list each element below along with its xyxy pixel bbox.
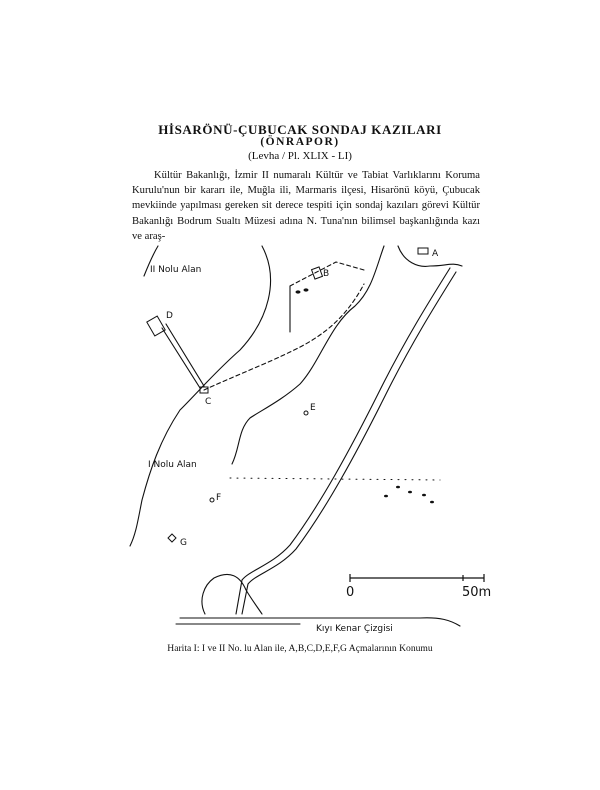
area-1-label: I Nolu Alan (148, 460, 197, 470)
coastline-label: Kıyı Kenar Çizgisi (316, 624, 393, 634)
stone-mark (396, 486, 400, 489)
stone-mark (384, 495, 388, 498)
boundary-line (204, 284, 364, 390)
intro-paragraph: Kültür Bakanlığı, İzmir II numaralı Kültür ve Tabiat Varlıklarını Koruma Kurulu'nun bir kararı ile, Muğla ili, Marmaris ilçesi, Hisarönü köyü, Çubucak mevkiinde yapılması gereken sit derece tespiti için sondaj kazıları görevi Kültür Bakanlığı Bodrum Sualtı Müzesi adına N. Tuna'nın bilimsel başkanlığında kazı ve araş- (132, 170, 480, 242)
trench-g-marker (168, 534, 176, 542)
stone-mark (408, 491, 412, 494)
article-title: HİSARÖNÜ-ÇUBUCAK SONDAJ KAZILARI (158, 122, 442, 137)
plate-reference: (Levha / Pl. XLIX - LI) (248, 150, 352, 162)
trench-d-marker (147, 316, 165, 336)
road (242, 272, 456, 614)
road (236, 268, 450, 614)
trench-line (166, 324, 204, 386)
contour-line (130, 246, 271, 546)
article-subtitle: (ÖNRAPOR) (260, 136, 340, 148)
stone-mark (304, 288, 309, 291)
trench-line (162, 328, 200, 388)
dotted-line (230, 478, 440, 480)
stone-mark (430, 501, 434, 504)
trench-a-marker (418, 248, 428, 254)
trench-e-marker (304, 411, 308, 415)
trench-g-label: G (180, 538, 187, 548)
contour-line (398, 246, 462, 266)
figure-caption: Harita I: I ve II No. lu Alan ile, A,B,C,D,E,F,G Açmalarının Konumu (167, 643, 433, 654)
trench-c-label: C (205, 397, 212, 407)
stone-mark (422, 494, 426, 497)
scale-bar (350, 574, 484, 582)
area-2-label: II Nolu Alan (150, 265, 202, 275)
trench-f-marker (210, 498, 214, 502)
trench-e-label: E (310, 403, 316, 413)
scale-end-label: 50m (462, 585, 492, 600)
trench-b-label: B (323, 269, 330, 279)
contour-line (232, 246, 384, 464)
trench-f-label: F (216, 493, 222, 503)
trench-b-marker (312, 267, 323, 279)
scale-start-label: 0 (346, 585, 355, 600)
stone-mark (296, 290, 301, 293)
trench-a-label: A (432, 249, 439, 259)
trench-d-label: D (166, 311, 173, 321)
coast-outline (202, 574, 262, 614)
